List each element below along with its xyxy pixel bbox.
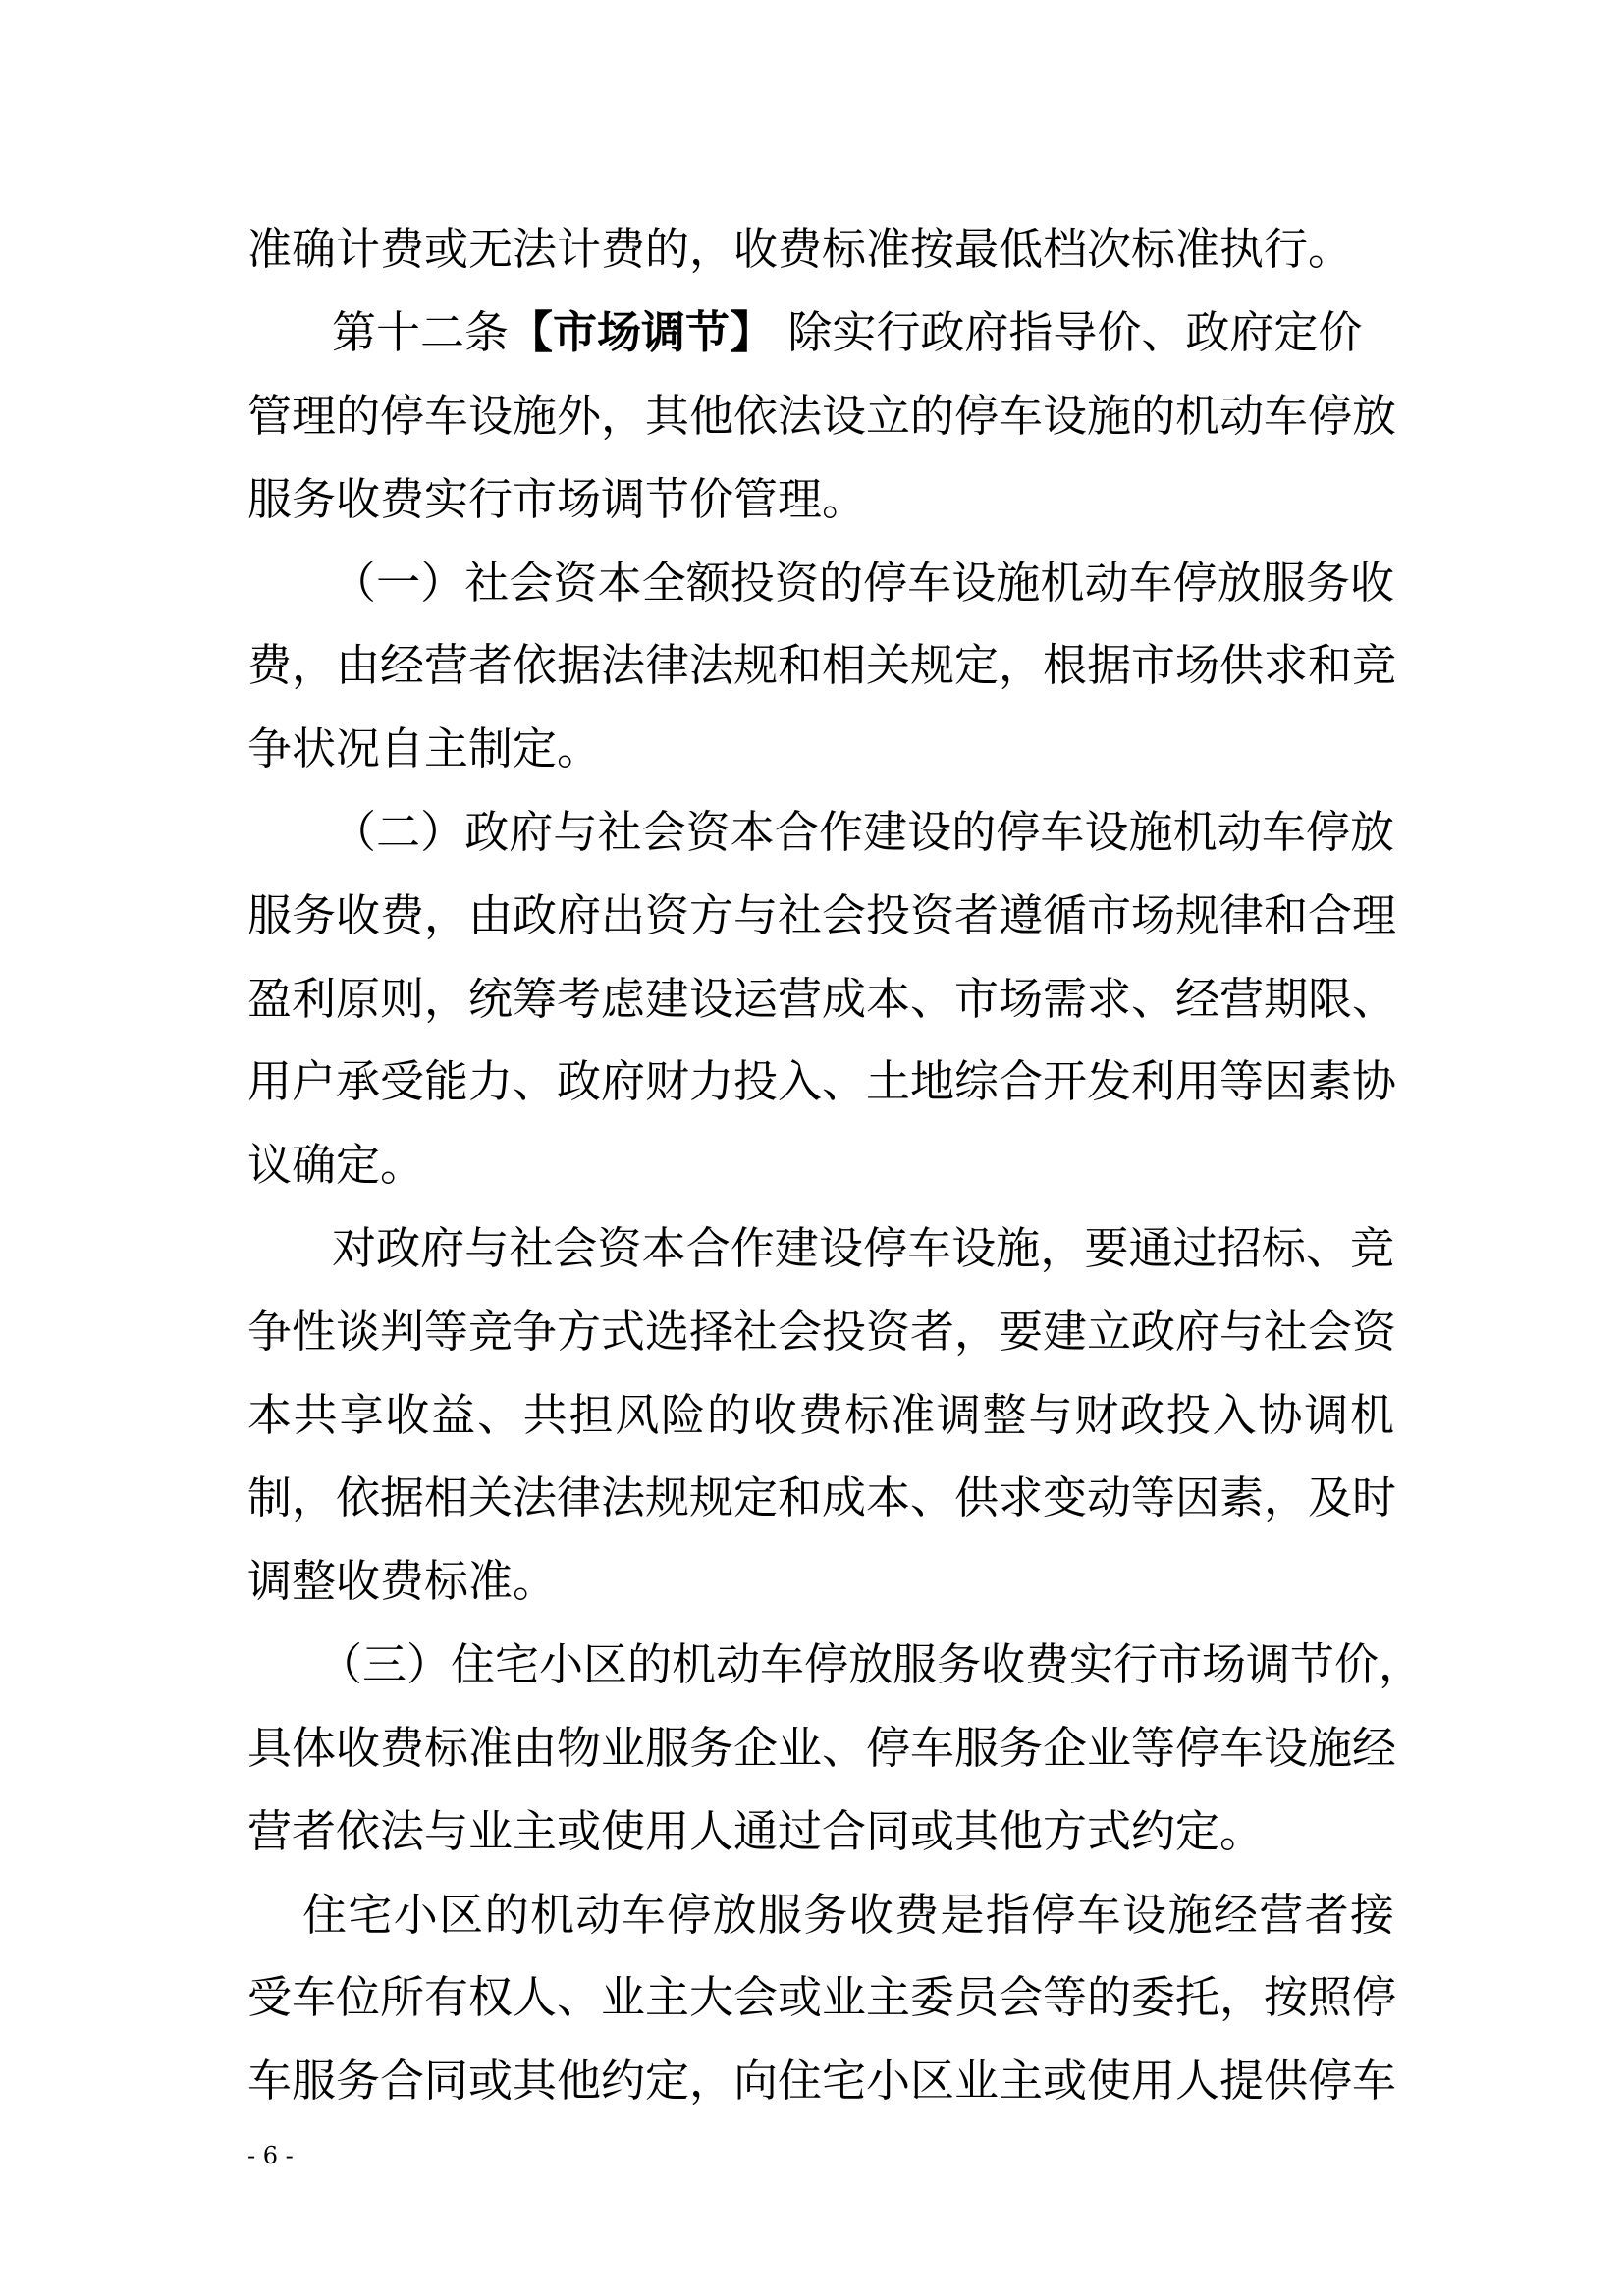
article-number: 第十二条 [332, 306, 510, 358]
text-line: 争性谈判等竞争方式选择社会投资者，要建立政府与社会资 [247, 1306, 1397, 1358]
text-line: 准确计费或无法计费的，收费标准按最低档次标准执行。 [247, 223, 1353, 275]
text-line: 争状况自主制定。 [247, 722, 602, 774]
text-line: （三）住宅小区的机动车停放服务收费实行市场调节价， [318, 1638, 1424, 1690]
text-line: 费，由经营者依据法律法规和相关规定，根据市场供求和竞 [247, 639, 1397, 691]
text-line: 制，依据相关法律法规规定和成本、供求变动等因素，及时 [247, 1471, 1397, 1523]
text-line: 住宅小区的机动车停放服务收费是指停车设施经营者接 [302, 1889, 1394, 1941]
text-line: 本共享收益、共担风险的收费标准调整与财政投入协调机 [247, 1389, 1394, 1441]
text-line: 对政府与社会资本合作建设停车设施，要通过招标、竞 [332, 1222, 1394, 1274]
text-line: 调整收费标准。 [247, 1555, 558, 1607]
text-line: 受车位所有权人、业主大会或业主委员会等的委托，按照停 [247, 1971, 1397, 2023]
article-heading: 【市场调节】 [509, 306, 775, 358]
text-line: （二）政府与社会资本合作建设的停车设施机动车停放 [332, 806, 1394, 858]
text-line: 盈利原则，统筹考虑建设运营成本、市场需求、经营期限、 [247, 973, 1397, 1025]
page-number: - 6 - [247, 2142, 294, 2169]
text-line: 管理的停车设施外，其他依法设立的停车设施的机动车停放 [247, 390, 1397, 442]
text-line: 议确定。 [247, 1139, 425, 1191]
article-text: 除实行政府指导价、政府定价 [787, 306, 1363, 358]
text-line: 营者依法与业主或使用人通过合同或其他方式约定。 [247, 1805, 1265, 1857]
text-line: 用户承受能力、政府财力投入、土地综合开发利用等因素协 [247, 1055, 1397, 1107]
text-line: 服务收费实行市场调节价管理。 [247, 473, 867, 525]
text-line: 服务收费，由政府出资方与社会投资者遵循市场规律和合理 [247, 889, 1397, 941]
text-line: （一）社会资本全额投资的停车设施机动车停放服务收 [332, 557, 1394, 609]
text-line: 具体收费标准由物业服务企业、停车服务企业等停车设施经 [247, 1722, 1397, 1774]
article-twelve-line [332, 292, 1394, 374]
text-line: 车服务合同或其他约定，向住宅小区业主或使用人提供停车 [247, 2055, 1397, 2107]
